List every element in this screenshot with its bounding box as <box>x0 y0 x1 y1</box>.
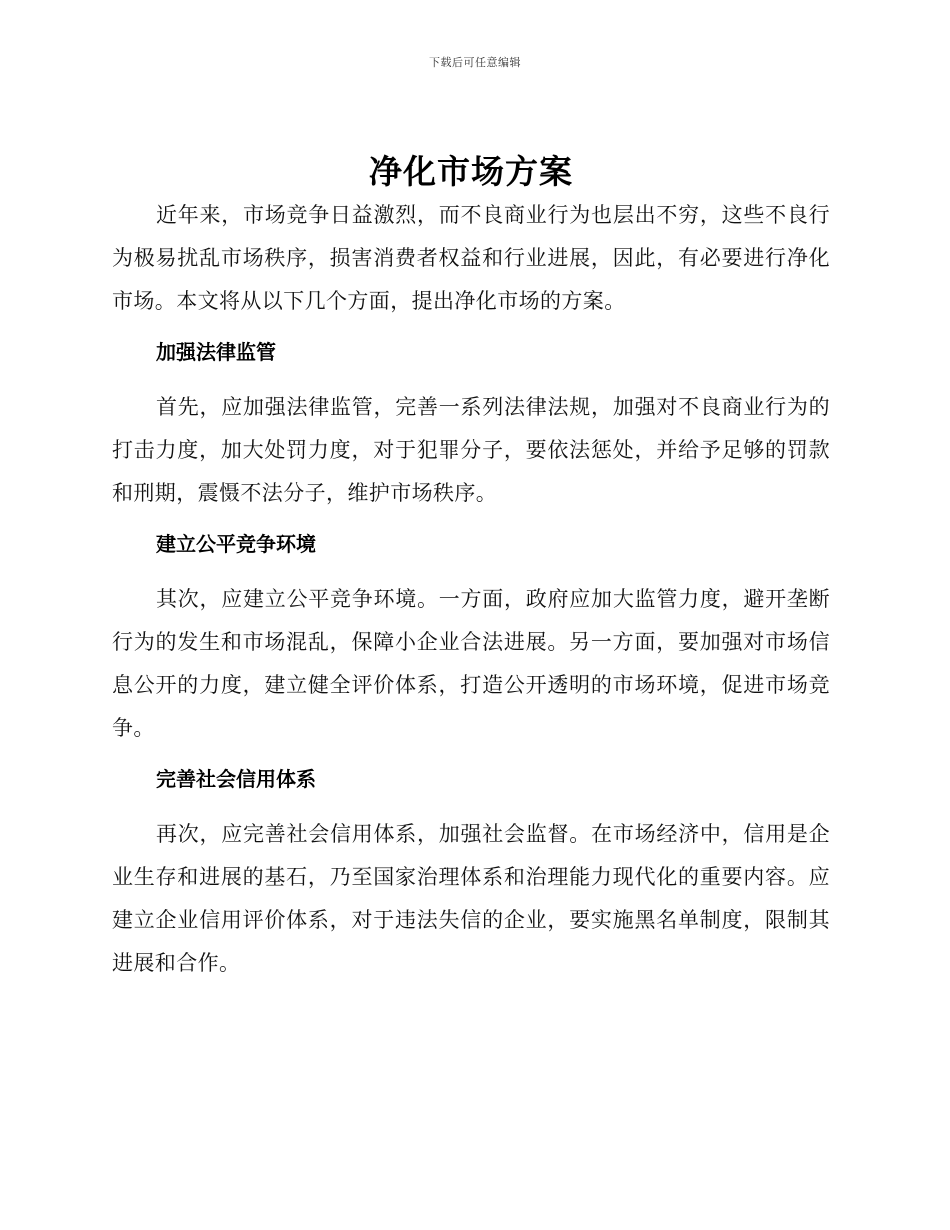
header-note: 下载后可任意编辑 <box>429 56 521 69</box>
section-paragraph-credit: 再次，应完善社会信用体系，加强社会监督。在市场经济中，信用是企业生存和进展的基石，乃至国家治理体系和治理能力现代化的重要内容。应建立企业信用评价体系，对于违法失信的企业，要实施黑名单制度，限制其进展和合作。 <box>112 822 830 975</box>
section-heading-competition: 建立公平竞争环境 <box>156 532 316 556</box>
section-heading-law: 加强法律监管 <box>156 340 276 364</box>
intro-paragraph: 近年来，市场竞争日益激烈，而不良商业行为也层出不穷，这些不良行为极易扰乱市场秩序，损害消费者权益和行业进展，因此，有必要进行净化市场。本文将从以下几个方面，提出净化市场的方案。 <box>112 203 830 313</box>
section-paragraph-competition: 其次，应建立公平竞争环境。一方面，政府应加大监管力度，避开垄断行为的发生和市场混乱，保障小企业合法进展。另一方面，要加强对市场信息公开的力度，建立健全评价体系，打造公开透明的市场环境，促进市场竞争。 <box>112 587 830 740</box>
document-body <box>112 150 830 985</box>
section-heading-credit: 完善社会信用体系 <box>156 767 316 791</box>
section-paragraph-law: 首先，应加强法律监管，完善一系列法律法规，加强对不良商业行为的打击力度，加大处罚力度，对于犯罪分子，要依法惩处，并给予足够的罚款和刑期，震慑不法分子，维护市场秩序。 <box>112 395 830 505</box>
document-title: 净化市场方案 <box>369 152 573 191</box>
